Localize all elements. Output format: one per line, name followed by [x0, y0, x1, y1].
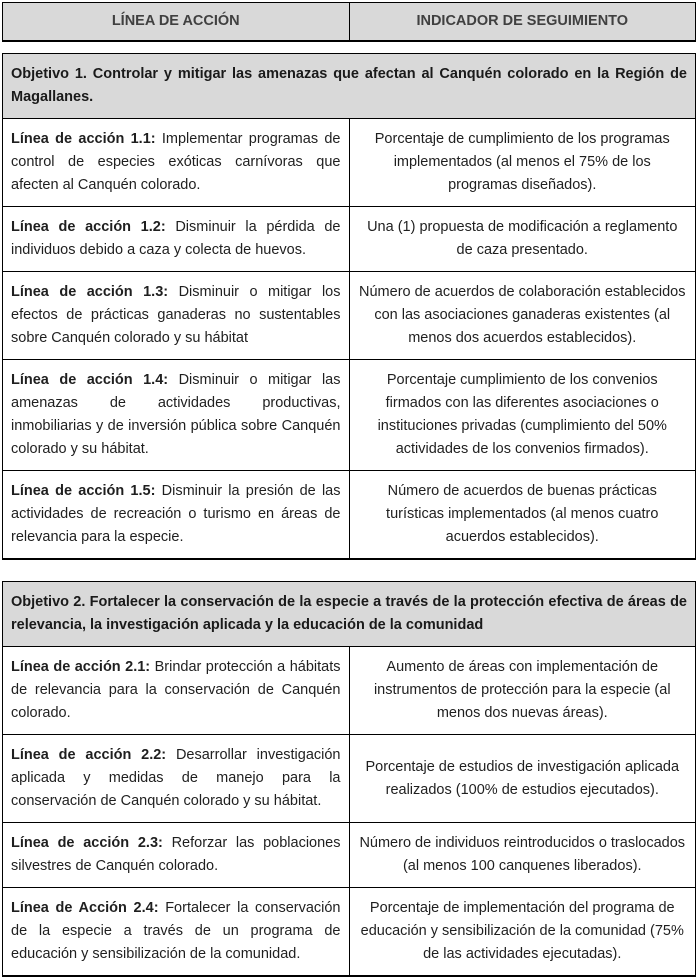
action-cell-2-4	[3, 888, 350, 977]
action-text: Disminuir la pérdida de individuos debido a caza y colecta de huevos.	[11, 219, 341, 258]
column-header-table	[2, 2, 696, 42]
objective-1-title: Objetivo 1. Controlar y mitigar las amenazas que afectan al Canquén colorado en la Región de Magallanes.	[3, 54, 696, 119]
action-cell-2-2	[3, 735, 350, 823]
column-header-row	[3, 3, 696, 42]
action-text: Brindar protección a hábitats de relevancia para la conservación de Canquén colorado.	[11, 659, 341, 721]
action-text: Disminuir o mitigar las amenazas de actividades productivas, inmobiliarias y de inversión pública sobre Canquén colorado y su hábitat.	[11, 372, 341, 457]
objective-1-header-row	[3, 54, 696, 119]
table-row	[3, 888, 696, 977]
action-text: Implementar programas de control de especies exóticas carnívoras que afecten al Canquén colorado.	[11, 131, 341, 193]
action-cell-1-1	[3, 119, 350, 207]
action-text: Reforzar las poblaciones silvestres de Canquén colorado.	[11, 835, 341, 874]
action-cell-2-3	[3, 823, 350, 888]
indicator-cell-2-3: Número de individuos reintroducidos o traslocados (al menos 100 canquenes liberados).	[349, 823, 696, 888]
action-label: Línea de acción 1.4:	[11, 372, 169, 388]
action-cell-2-1	[3, 647, 350, 735]
table-row	[3, 471, 696, 560]
indicator-cell-1-3: Número de acuerdos de colaboración establecidos con las asociaciones ganaderas existentes (al menos dos acuerdos establecidos).	[349, 272, 696, 360]
action-label: Línea de Acción 2.4:	[11, 900, 159, 916]
table-row	[3, 735, 696, 823]
table-row	[3, 207, 696, 272]
objective-2-header-row	[3, 582, 696, 647]
indicator-cell-2-1: Aumento de áreas con implementación de instrumentos de protección para la especie (al menos dos nuevas áreas).	[349, 647, 696, 735]
action-label: Línea de acción 1.2:	[11, 219, 166, 235]
column-header-indicador: INDICADOR DE SEGUIMIENTO	[349, 3, 696, 42]
action-cell-1-2	[3, 207, 350, 272]
column-header-linea-de-accion: LÍNEA DE ACCIÓN	[3, 3, 350, 42]
table-row	[3, 272, 696, 360]
action-cell-1-4	[3, 360, 350, 471]
indicator-cell-1-5: Número de acuerdos de buenas prácticas turísticas implementados (al menos cuatro acuerdos establecidos).	[349, 471, 696, 560]
objective-1-table	[2, 53, 696, 560]
objective-2-table	[2, 581, 696, 977]
action-text: Fortalecer la conservación de la especie a través de un programa de educación y sensibilización de la comunidad.	[11, 900, 341, 962]
table-row	[3, 119, 696, 207]
indicator-cell-1-4: Porcentaje cumplimiento de los convenios firmados con las diferentes asociaciones o instituciones privadas (cumplimiento del 50% actividades de los convenios firmados).	[349, 360, 696, 471]
action-text: Desarrollar investigación aplicada y medidas de manejo para la conservación de Canquén colorado y su hábitat.	[11, 747, 341, 809]
action-label: Línea de acción 1.5:	[11, 483, 156, 499]
action-cell-1-5	[3, 471, 350, 560]
indicator-cell-2-4: Porcentaje de implementación del programa de educación y sensibilización de la comunidad (75% de las actividades ejecutadas).	[349, 888, 696, 977]
indicator-cell-2-2: Porcentaje de estudios de investigación aplicada realizados (100% de estudios ejecutados).	[349, 735, 696, 823]
action-label: Línea de acción 1.3:	[11, 284, 169, 300]
action-label: Línea de acción 2.2:	[11, 747, 167, 763]
objective-2-title: Objetivo 2. Fortalecer la conservación de la especie a través de la protección efectiva de áreas de relevancia, la investigación aplicada y la educación de la comunidad	[3, 582, 696, 647]
action-cell-1-3	[3, 272, 350, 360]
action-text: Disminuir la presión de las actividades de recreación o turismo en áreas de relevancia para la especie.	[11, 483, 341, 545]
indicator-cell-1-1: Porcentaje de cumplimiento de los programas implementados (al menos el 75% de los programas diseñados).	[349, 119, 696, 207]
action-label: Línea de acción 2.3:	[11, 835, 163, 851]
action-text: Disminuir o mitigar los efectos de prácticas ganaderas no sustentables sobre Canquén colorado y su hábitat	[11, 284, 341, 346]
table-row	[3, 823, 696, 888]
indicator-cell-1-2: Una (1) propuesta de modificación a reglamento de caza presentado.	[349, 207, 696, 272]
table-row	[3, 360, 696, 471]
table-row	[3, 647, 696, 735]
action-label: Línea de acción 2.1:	[11, 659, 151, 675]
action-label: Línea de acción 1.1:	[11, 131, 156, 147]
